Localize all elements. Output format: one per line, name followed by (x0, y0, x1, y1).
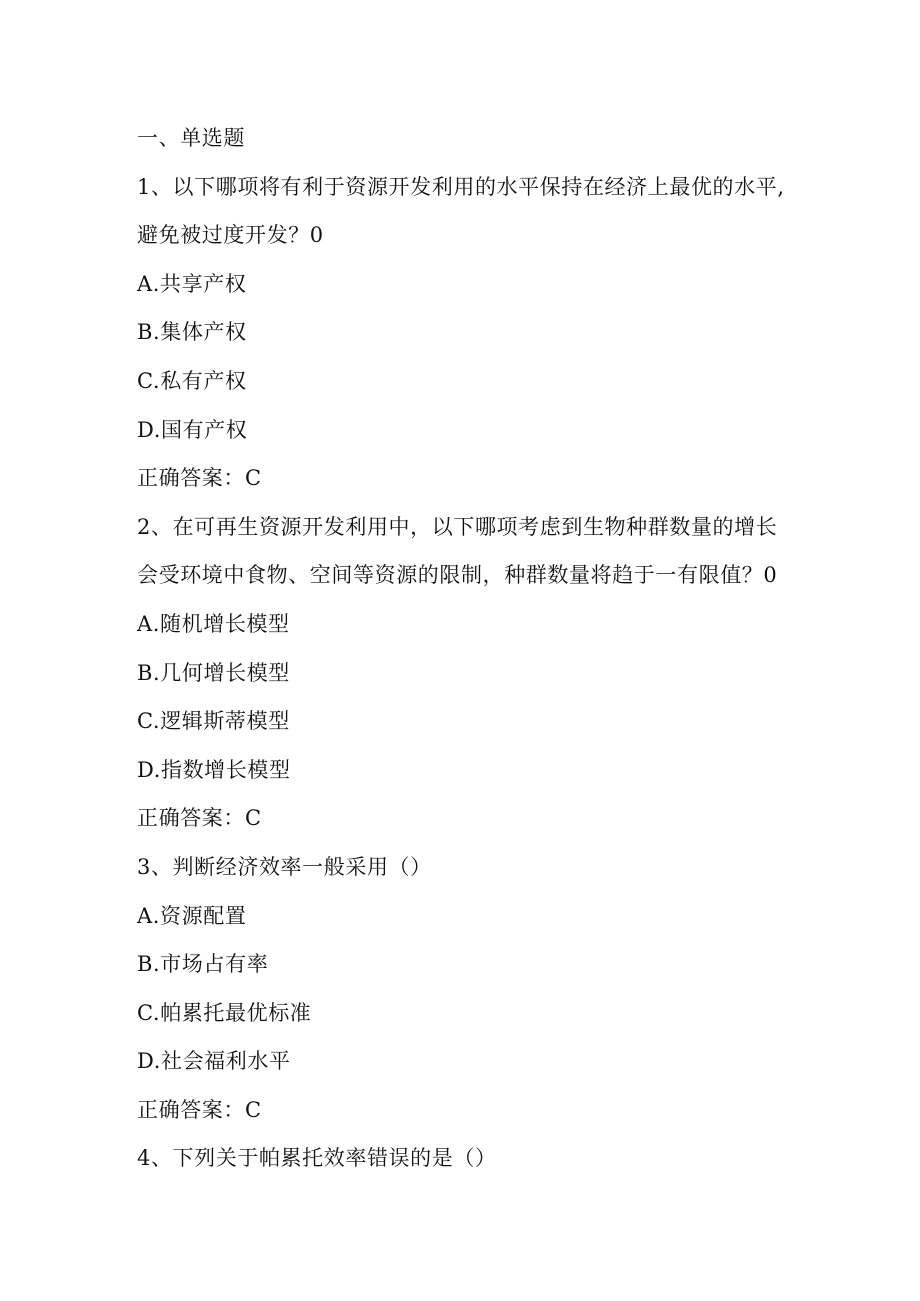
option-a: A.随机增长模型 (137, 611, 290, 636)
section-title: 一、单选题 (137, 126, 245, 150)
question-2 (137, 503, 797, 843)
option-b: B.集体产权 (137, 320, 247, 345)
correct-answer: 正确答案：C (137, 806, 262, 831)
option-list (137, 892, 797, 1086)
correct-answer: 正确答案：C (137, 1097, 262, 1122)
option-d: D.指数增长模型 (137, 757, 291, 782)
option-d: D.国有产权 (137, 417, 248, 442)
question-stem: 1、以下哪项将有利于资源开发利用的水平保持在经济上最优的水平,避免被过度开发？0 (137, 174, 785, 248)
option-list (137, 260, 797, 454)
question-4 (137, 1134, 797, 1183)
option-d: D.社会福利水平 (137, 1049, 291, 1074)
option-a: A.资源配置 (137, 903, 247, 928)
question-stem: 4、下列关于帕累托效率错误的是（） (137, 1146, 497, 1171)
question-1 (137, 163, 797, 503)
document-page (137, 114, 797, 1183)
option-c: C.逻辑斯蒂模型 (137, 709, 290, 734)
option-b: B.市场占有率 (137, 952, 269, 977)
option-a: A.共享产权 (137, 271, 247, 296)
option-c: C.帕累托最优标准 (137, 1000, 312, 1025)
option-b: B.几何增长模型 (137, 660, 290, 685)
question-3 (137, 843, 797, 1135)
option-c: C.私有产权 (137, 368, 247, 393)
option-list (137, 600, 797, 794)
question-stem: 3、判断经济效率一般采用（） (137, 854, 432, 879)
question-stem: 2、在可再生资源开发利用中，以下哪项考虑到生物种群数量的增长会受环境中食物、空间等资源的限制，种群数量将趋于一有限值？0 (137, 514, 778, 588)
correct-answer: 正确答案：C (137, 466, 262, 491)
